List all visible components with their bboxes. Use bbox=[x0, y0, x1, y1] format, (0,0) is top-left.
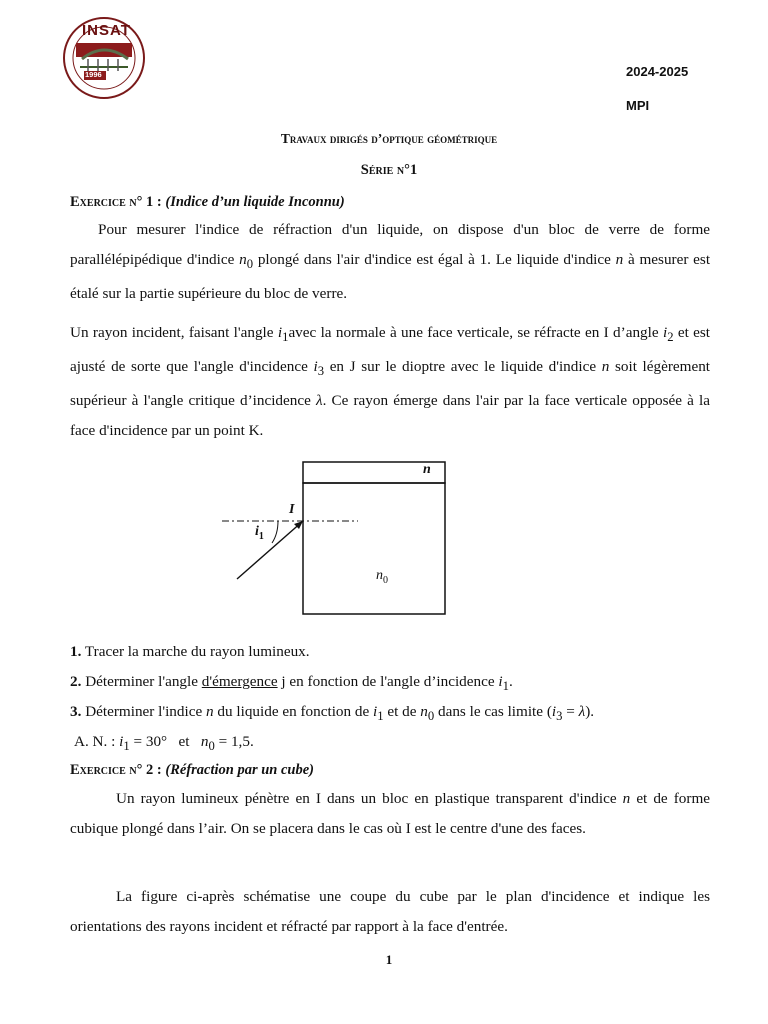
symbol-sub: 0 bbox=[427, 709, 435, 724]
question-number: 2. bbox=[70, 673, 82, 690]
exercise-2-paragraph-2: La figure ci-après schématise une coupe du cube par le plan d'incidence et indique les orientations des rayons incident et réfracté par rapport à la face d'entrée. bbox=[70, 888, 710, 935]
class-label: MPI bbox=[626, 98, 650, 113]
question-number: 1. bbox=[70, 643, 82, 660]
symbol-sub: 0 bbox=[208, 739, 215, 754]
symbol-sub: 1 bbox=[502, 679, 509, 694]
text-run: soit légèrement supérieur à l'angle critique d’incidence bbox=[70, 358, 711, 410]
symbol-sub: 3 bbox=[317, 364, 325, 379]
symbol-sub: 0 bbox=[383, 574, 388, 586]
insat-logo bbox=[58, 15, 152, 101]
symbol: i bbox=[551, 703, 557, 720]
exercise-1-subtitle: (Indice d’un liquide Inconnu) bbox=[165, 194, 345, 210]
question-number: 3. bbox=[70, 703, 82, 720]
page-number: 1 bbox=[385, 952, 393, 967]
exercise-2-heading bbox=[70, 762, 314, 779]
text-run: A. N. : bbox=[74, 733, 116, 750]
symbol: n bbox=[376, 568, 383, 583]
exercise-1-paragraph-1 bbox=[70, 215, 710, 309]
text-run: . Ce rayon émerge dans l'air par la face verticale opposée à la face d'incidence par un point K. bbox=[70, 392, 710, 440]
academic-year: 2024-2025 bbox=[626, 64, 689, 79]
numerical-application bbox=[74, 733, 254, 754]
symbol-sub: 1 bbox=[123, 739, 130, 754]
symbol-sub: 1 bbox=[282, 330, 289, 345]
page-title: Travaux dirigés d’optique géométrique bbox=[280, 131, 498, 146]
symbol: n bbox=[200, 733, 209, 750]
label-angle-i1 bbox=[255, 524, 264, 542]
text-run: du liquide en fonction de bbox=[217, 703, 370, 720]
text-run: dans le cas limite bbox=[438, 703, 544, 720]
text-run: Pour mesurer l'indice de réfraction d'un liquide, on dispose d'un bloc de verre de forme parallélépipédique d'indice bbox=[70, 221, 710, 268]
symbol-sub: 3 bbox=[556, 709, 563, 724]
text-run: Tracer la marche du rayon lumineux. bbox=[84, 643, 310, 660]
text-run: Déterminer l'angle bbox=[85, 673, 198, 690]
glass-block bbox=[303, 483, 445, 614]
symbol-sub: 2 bbox=[667, 330, 674, 345]
symbol: n bbox=[420, 703, 428, 720]
logo-year: 1996 bbox=[85, 70, 102, 79]
label-n-liquid: n bbox=[423, 462, 431, 477]
serie-title: Série n°1 bbox=[360, 162, 418, 178]
symbol: λ bbox=[578, 703, 586, 720]
underlined-word: d'émergence bbox=[201, 673, 278, 690]
question-2: 2. Déterminer l'angle d'émergence j en fonction de l'angle d’incidence $i_1$. bbox=[70, 673, 513, 694]
question-1 bbox=[70, 643, 310, 661]
symbol: n bbox=[206, 703, 214, 720]
text-run: plongé dans l'air d'indice est égal à 1. Le liquide d'indice bbox=[257, 251, 611, 268]
text-run: et de forme cubique plongé dans l’air. On se placera dans le cas où I est le centre d'une des faces. bbox=[70, 790, 710, 837]
text-run: Un rayon incident, faisant l'angle bbox=[70, 324, 274, 341]
text-run: j en fonction de l'angle d’incidence bbox=[281, 673, 495, 690]
symbol: n bbox=[622, 790, 631, 807]
symbol: i bbox=[277, 324, 283, 341]
label-point-I: I bbox=[289, 502, 295, 517]
incident-ray bbox=[237, 521, 303, 579]
text-run: = 30° bbox=[133, 733, 168, 750]
symbol: i bbox=[373, 703, 378, 720]
text-run: et de bbox=[387, 703, 417, 720]
symbol: i bbox=[255, 524, 259, 539]
text-run: et est ajusté de sorte que l'angle d'incidence bbox=[70, 324, 711, 376]
text-run: à mesurer est étalé sur la partie supérieure du bloc de verre. bbox=[70, 251, 711, 303]
symbol-sub: 1 bbox=[377, 709, 384, 724]
text-run: avec la normale à une face verticale, se réfracte en I d’angle bbox=[288, 324, 659, 341]
symbol: i bbox=[313, 358, 318, 376]
symbol-sub: 1 bbox=[258, 530, 264, 542]
exercise-2-paragraph-1 bbox=[70, 784, 710, 844]
symbol: n bbox=[601, 358, 610, 376]
text-run: Un rayon lumineux pénètre en I dans un bloc en plastique transparent d'indice bbox=[116, 790, 617, 807]
symbol: n bbox=[615, 251, 624, 268]
symbol: n bbox=[239, 251, 247, 268]
text-run: Déterminer l'indice bbox=[85, 703, 203, 720]
exercise-1-paragraph-2 bbox=[70, 318, 710, 446]
exercise-2-subtitle: (Réfraction par un cube) bbox=[165, 762, 315, 778]
symbol: i bbox=[662, 324, 668, 341]
exercise-1-label: Exercice n° 1 : bbox=[70, 194, 162, 210]
symbol-sub: 0 bbox=[246, 257, 254, 272]
text-run: = 1,5. bbox=[218, 733, 254, 750]
label-n0 bbox=[376, 568, 388, 586]
figure-block-diagram bbox=[220, 458, 450, 618]
text-run: et bbox=[178, 733, 190, 750]
logo-text: INSAT bbox=[82, 22, 131, 39]
symbol: i bbox=[119, 733, 124, 750]
symbol: i bbox=[498, 673, 503, 690]
question-3: 3. Déterminer l'indice n du liquide en fonction de $i_1$ et de $n_0$ dans le cas limite $(i_3 = \lambda)$. bbox=[70, 703, 595, 724]
symbol: λ bbox=[315, 392, 323, 410]
exercise-1-heading bbox=[70, 194, 345, 211]
exercise-2-label: Exercice n° 2 : bbox=[70, 762, 162, 778]
text-run: en J sur le dioptre avec le liquide d'indice bbox=[329, 358, 597, 376]
angle-arc bbox=[272, 521, 278, 543]
